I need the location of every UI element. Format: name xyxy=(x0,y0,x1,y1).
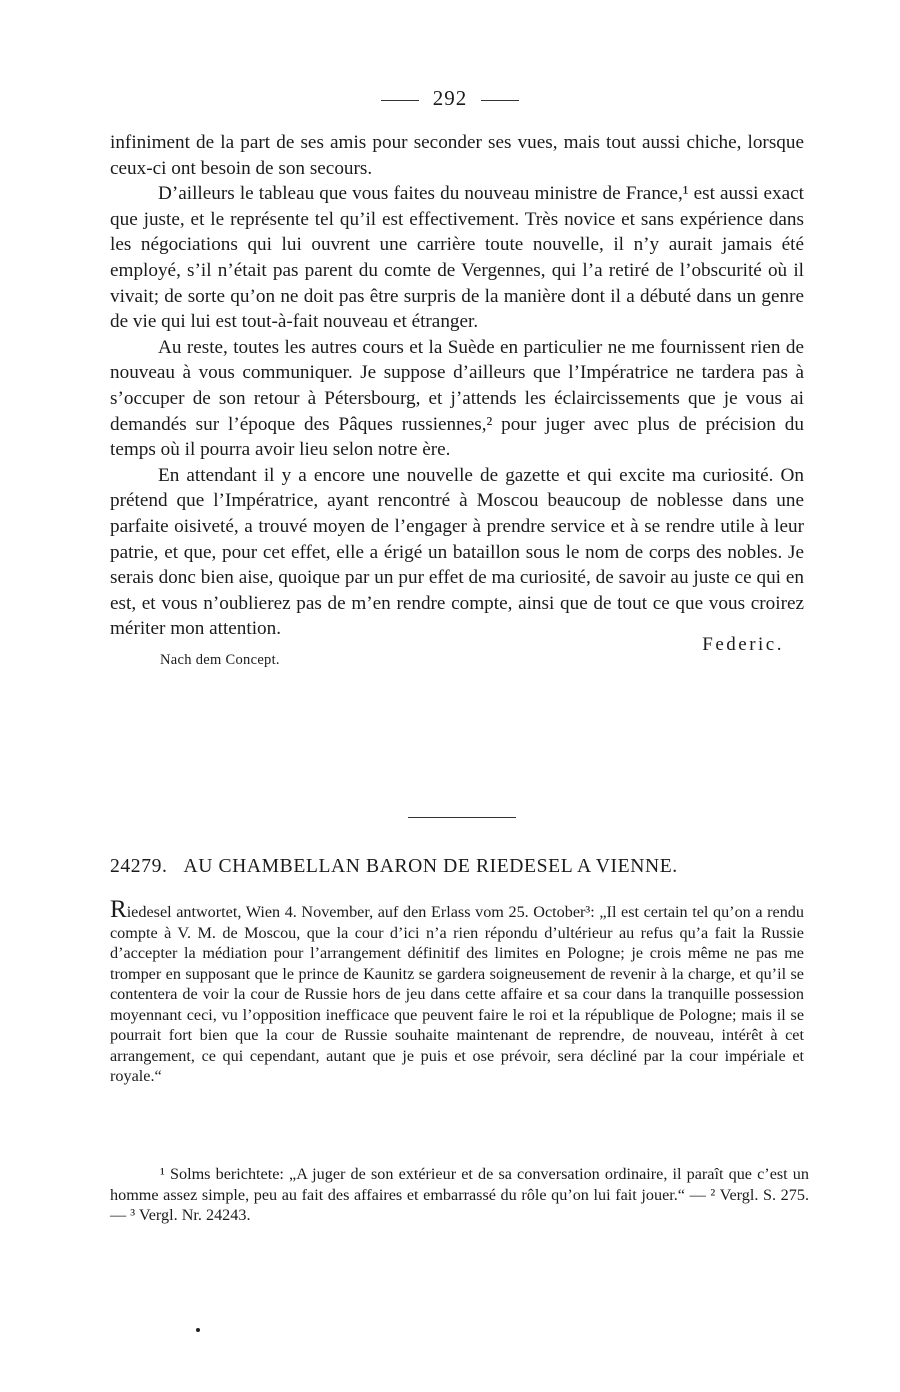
page-number-right-dash xyxy=(481,100,519,101)
section-heading xyxy=(110,856,804,878)
letter-paragraph-4: En attendant il y a encore une nouvelle de gazette et qui excite ma curiosité. On prétend que l’Impératrice, ayant rencontré à Moscou beaucoup de noblesse dans une parfaite oisiveté, a trouvé moyen de l’engager à prendre service et à se rendre utile à leur patrie, et que, pour cet effet, elle a érigé un bataillon sous le nom de corps des nobles. Je serais donc bien aise, quoique par un pur effet de ma curiosité, de savoir au juste ce qui en est, et vous n’oublierez pas de m’en rendre compte, ainsi que de tout ce que vous croirez mériter mon attention. xyxy=(110,464,804,640)
letter-paragraph-3: Au reste, toutes les autres cours et la Suède en particulier ne me fournissent rien de nouveau à vous communiquer. Je suppose d’ailleurs que l’Impératrice ne tardera pas à s’occuper de son retour à Pétersbourg, et j’attends les éclaircissements que je vous ai demandés sur l’époque des Pâques russiennes,² pour juger avec plus de précision du temps où il pourra avoir lieu selon notre ère. xyxy=(110,336,804,461)
summary-text: iedesel antwortet, Wien 4. November, auf den Erlass vom 25. October³: „Il est certain tel qu’on a rendu compte à V. M. de Moscou, que la cour d’ici n’a rien répondu d’ultérieur au refus qu’a fait la Russie d’accepter la médiation pour l’arrangement définitif des limites en Pologne; je crois même ne pas me tromper en supposant que le prince de Kaunitz se gardera soigneusement de revenir à la charge, et qu’il se contentera de voir la cour de Russie hors de jeu dans cette affaire et sa cour dans la tranquille possession moyennant ceci, vu l’opposition inefficace que peuvent faire le roi et la république de Pologne; mais il se pourrait fort bien que la cour de Russie souhaite maintenant de reprendre, de nouveau, intérêt à cet arrangement, ce qui cependant, autant que je puis et ose prévoir, sera décliné par la cour impériale et royale.“ xyxy=(110,903,804,1085)
source-note: Nach dem Concept. xyxy=(160,651,280,668)
letter-paragraph-1: infiniment de la part de ses amis pour seconder ses vues, mais tout aussi chiche, lorsque ceux-ci ont besoin de son secours. xyxy=(110,132,804,179)
summary-dropcap: R xyxy=(110,896,127,923)
page-number-text: 292 xyxy=(432,86,468,110)
summary-paragraph xyxy=(110,896,804,1087)
signature: Federic. xyxy=(702,633,784,655)
section-title: AU CHAMBELLAN BARON DE RIEDESEL A VIENNE. xyxy=(183,856,678,877)
footnotes: ¹ Solms berichtete: „A juger de son extérieur et de sa conversation ordinaire, il paraît que c’est un homme assez simple, peu au fait des affaires et embarrassé du rôle qu’on lui fait jouer.“ — ² Vergl. S. 275. — ³ Vergl. Nr. 24243. xyxy=(110,1165,809,1224)
letter-body xyxy=(110,130,804,672)
section-divider xyxy=(408,817,516,818)
page-number-left-dash xyxy=(381,100,419,101)
letter-paragraph-2: D’ailleurs le tableau que vous faites du nouveau ministre de France,¹ est aussi exact que juste, et le représente tel qu’il est effectivement. Très novice et sans expérience dans les négociations qui lui ouvrent une carrière toute nouvelle, il n’y aurait jamais été employé, s’il n’était pas parent du comte de Vergennes, qui l’a retiré de l’obscurité où il vivait; de sorte qu’on ne doit pas être surpris de la manière dont il a débuté dans un genre de vie qui lui est tout-à-fait nouveau et étranger. xyxy=(110,183,804,333)
page-number xyxy=(0,86,900,111)
ink-speck xyxy=(196,1328,200,1332)
section-number: 24279. xyxy=(110,856,168,877)
signature-row xyxy=(110,633,804,672)
